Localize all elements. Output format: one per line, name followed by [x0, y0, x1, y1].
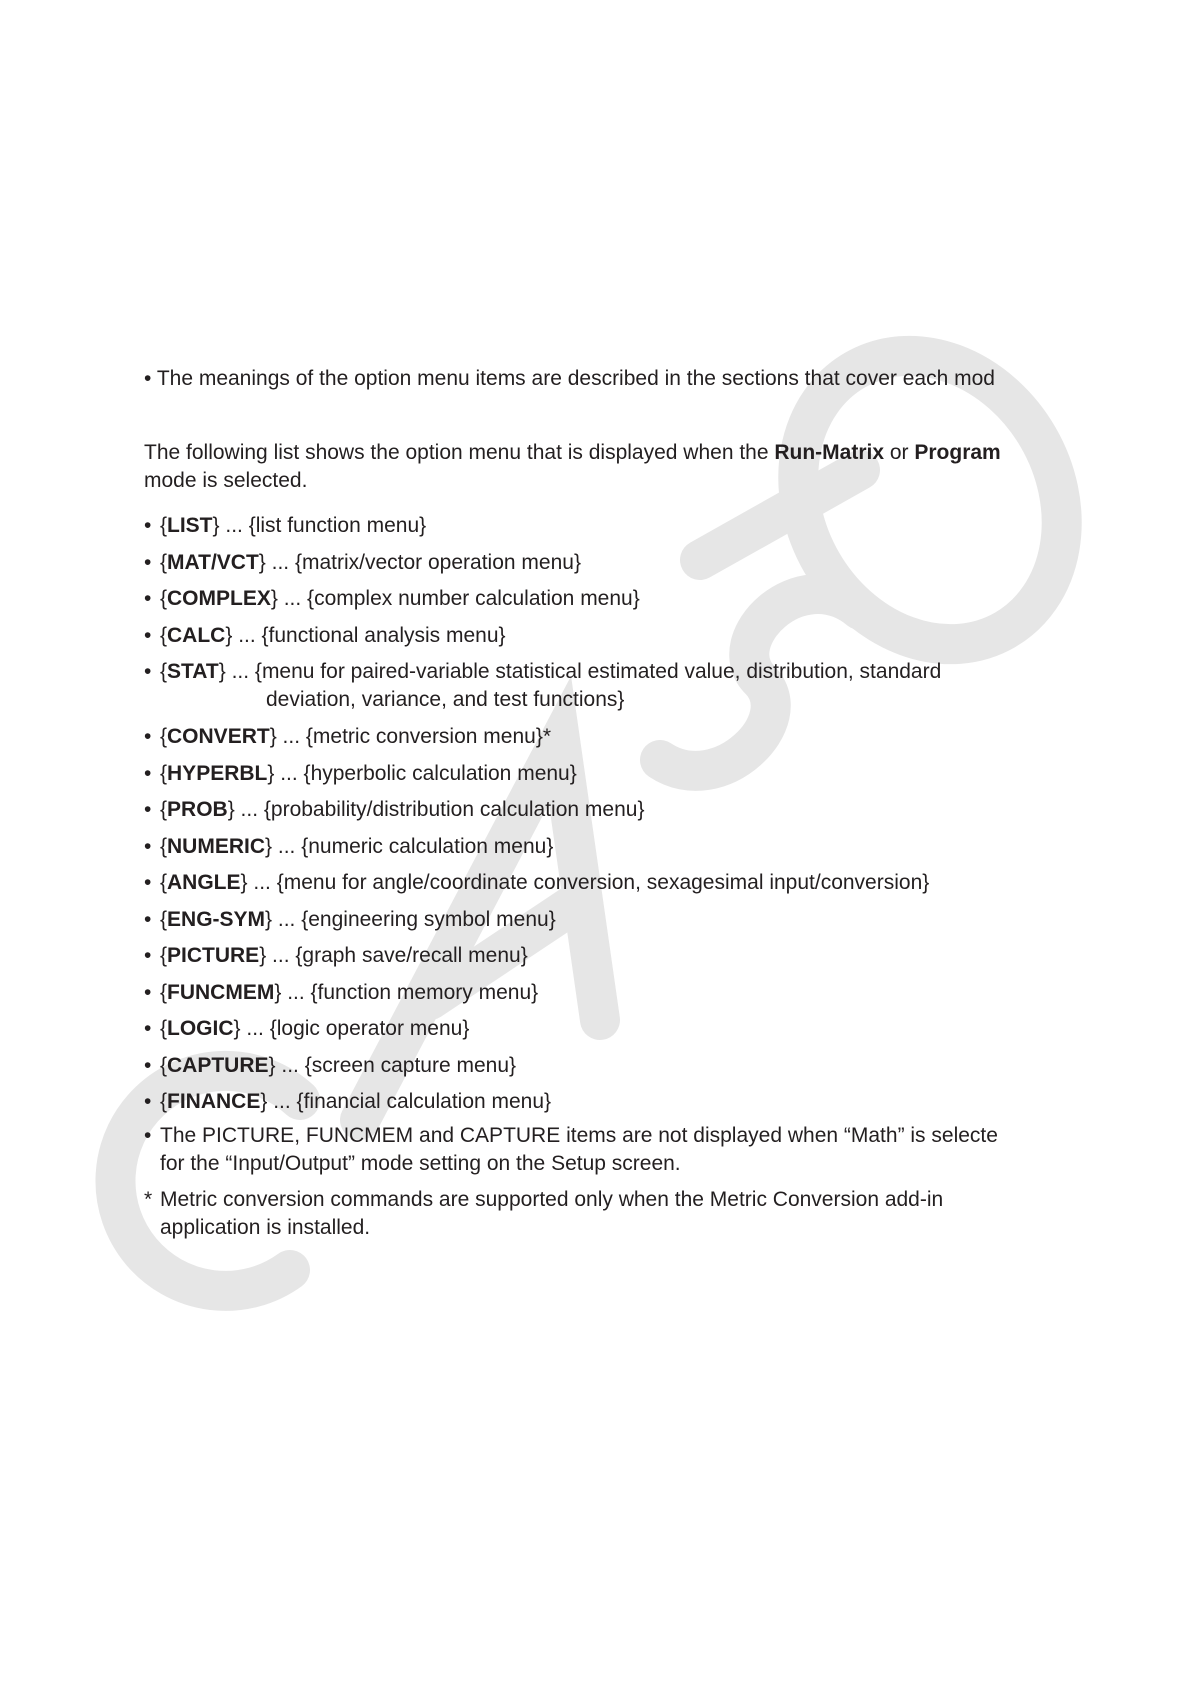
option-menu-list: [144, 512, 1084, 1125]
list-item: • {ANGLE} ... {menu for angle/coordinate conversion, sexagesimal input/conversion}: [144, 871, 930, 894]
list-item: • {FINANCE} ... {financial calculation menu}: [144, 1090, 552, 1113]
note-meanings: • The meanings of the option menu items are described in the sections that cover each mod: [144, 367, 995, 390]
list-item: • {CAPTURE} ... {screen capture menu}: [144, 1053, 517, 1077]
list-item: • {STAT} ... {menu for paired-variable statistical estimated value, distribution, standard deviation, variance, and test functions}: [144, 660, 942, 711]
list-item: • {MAT/VCT} ... {matrix/vector operation menu}: [144, 550, 581, 574]
list-item: • {LOGIC} ... {logic operator menu}: [144, 1017, 470, 1040]
list-item: • {CALC} ... {functional analysis menu}: [144, 623, 506, 647]
list-item: • {COMPLEX} ... {complex number calculation menu}: [144, 587, 640, 610]
run-matrix-mode: Run-Matrix: [774, 441, 885, 464]
list-item: • {PICTURE} ... {graph save/recall menu}: [144, 944, 528, 967]
list-item: • {HYPERBL} ... {hyperbolic calculation menu}: [144, 761, 577, 785]
footnotes: [144, 1122, 1084, 1250]
list-item: • {CONVERT} ... {metric conversion menu}*: [144, 725, 552, 748]
footnote-metric: * Metric conversion commands are supported only when the Metric Conversion add-in application is installed.: [144, 1188, 944, 1239]
list-item: • {FUNCMEM} ... {function memory menu}: [144, 980, 539, 1004]
list-item: • {PROB} ... {probability/distribution calculation menu}: [144, 798, 645, 821]
intro-paragraph: The following list shows the option menu that is displayed when the Run-Matrix or Program mode is selected.: [144, 441, 1001, 492]
program-mode: Program: [914, 441, 1001, 464]
bullet: •: [144, 367, 157, 390]
footnote-picture: • The PICTURE, FUNCMEM and CAPTURE items are not displayed when “Math” is selecte for the “Input/Output” mode setting on the Setup screen.: [144, 1124, 998, 1175]
list-item: • {NUMERIC} ... {numeric calculation menu}: [144, 834, 554, 858]
list-item: • {ENG-SYM} ... {engineering symbol menu}: [144, 907, 556, 931]
list-item: • {LIST} ... {list function menu}: [144, 514, 427, 537]
